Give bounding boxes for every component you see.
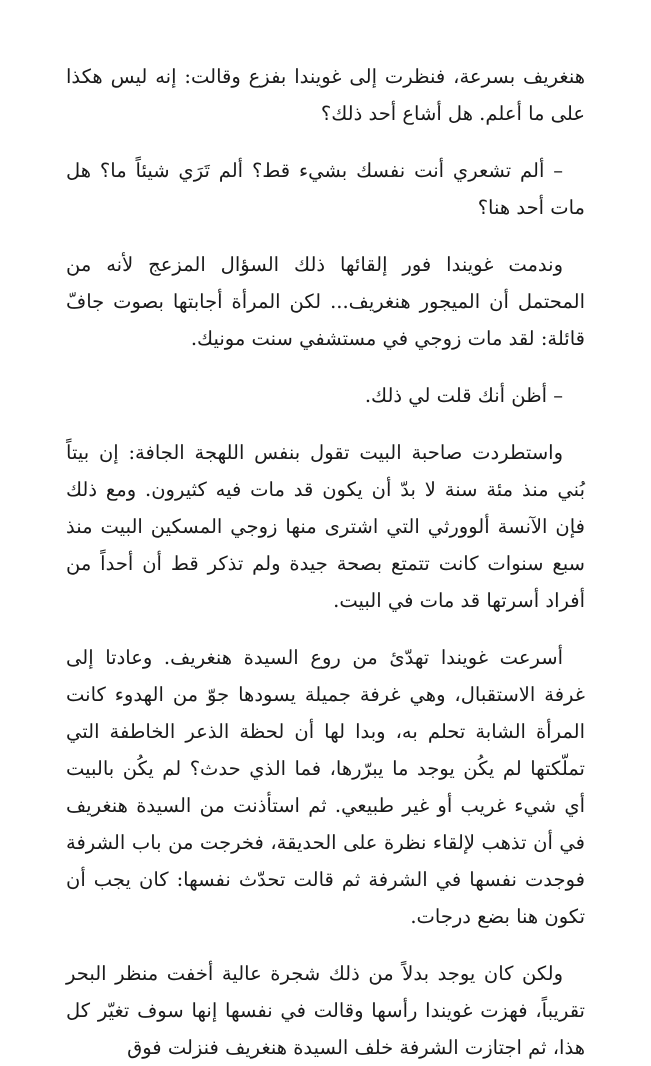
book-page <box>66 58 585 1066</box>
paragraph-gwenda-regret: وندمت غويندا فور إلقائها ذلك السؤال المزعج لأنه من المحتمل أن الميجور هنغريف... لكن المرأة أجابتها بصوت جافّ قائلة: لقد مات زوجي في مستشفي سنت مونيك. <box>66 253 585 350</box>
paragraph-reception-room: أسرعت غويندا تهدّئ من روع السيدة هنغريف. وعادتا إلى غرفة الاستقبال، وهي غرفة جميلة يسودها جوّ من الهدوء كانت المرأة الشابة تحلم به، وبدا لها أن لحظة الذعر الخاطفة التي تملّكتها لم يكُن يوجد ما يبرّرها، فما الذي حدث؟ لم يكُن بالبيت أي شيء غريب أو غير طبيعي. ثم استأذنت من السيدة هنغريف في أن تذهب لإلقاء نظرة على الحديقة، فخرجت من باب الشرفة فوجدت نفسها في الشرفة ثم قالت تحدّث نفسها: كان يجب أن تكون هنا بضع درجات. <box>66 646 585 928</box>
paragraph-dialogue-reply: – أظن أنك قلت لي ذلك. <box>364 384 563 407</box>
paragraph-opening: هنغريف بسرعة، فنظرت إلى غويندا بفزع وقالت: إنه ليس هكذا على ما أعلم. هل أشاع أحد ذلك؟ <box>66 65 585 125</box>
paragraph-house-history: واستطردت صاحبة البيت تقول بنفس اللهجة الجافة: إن بيتاً بُني منذ مئة سنة لا بدّ أن يكون قد مات فيه كثيرون. ومع ذلك فإن الآنسة ألوورثي التي اشترى منها زوجي المسكين البيت منذ سبع سنوات كانت تتمتع بصحة جيدة ولم تذكر قط أن أحداً من أفراد أسرتها قد مات في البيت. <box>66 441 585 612</box>
paragraph-dialogue-question: – ألم تشعري أنت نفسك بشيء قط؟ ألم تَرَي شيئاً ما؟ هل مات أحد هنا؟ <box>66 159 585 219</box>
paragraph-garden: ولكن كان يوجد بدلاً من ذلك شجرة عالية أخفت منظر البحر تقريباً، فهزت غويندا رأسها وقالت في نفسها إنها سوف تغيّر كل هذا، ثم اجتازت الشرفة خلف السيدة هنغريف فنزلت فوق <box>66 962 585 1059</box>
